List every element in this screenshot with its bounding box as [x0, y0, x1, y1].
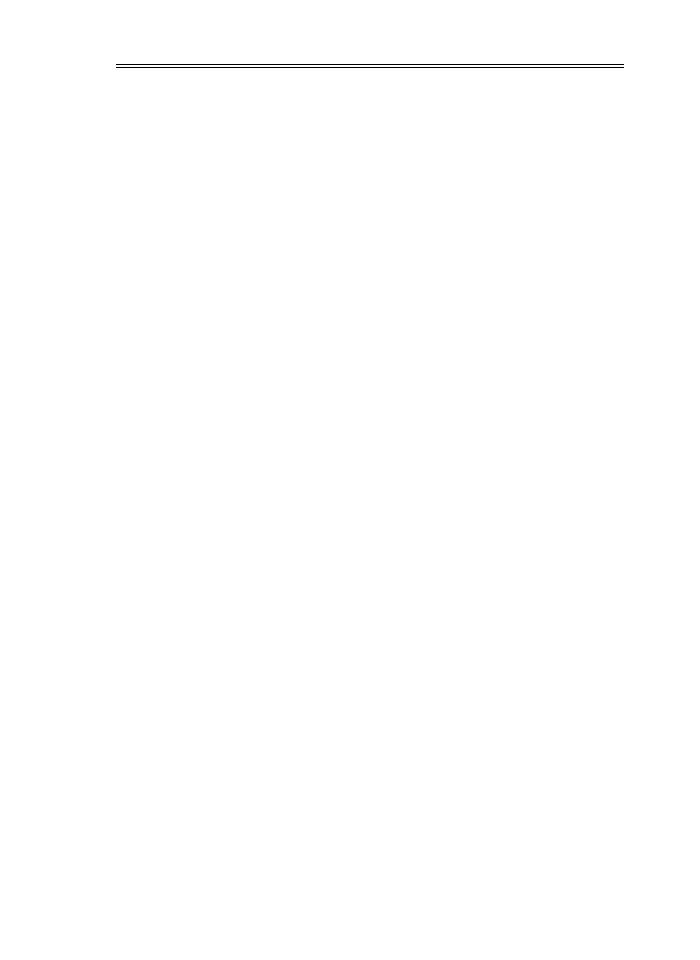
header-rule-thin [116, 67, 624, 68]
page-header [116, 38, 624, 62]
header-rule [116, 64, 624, 65]
